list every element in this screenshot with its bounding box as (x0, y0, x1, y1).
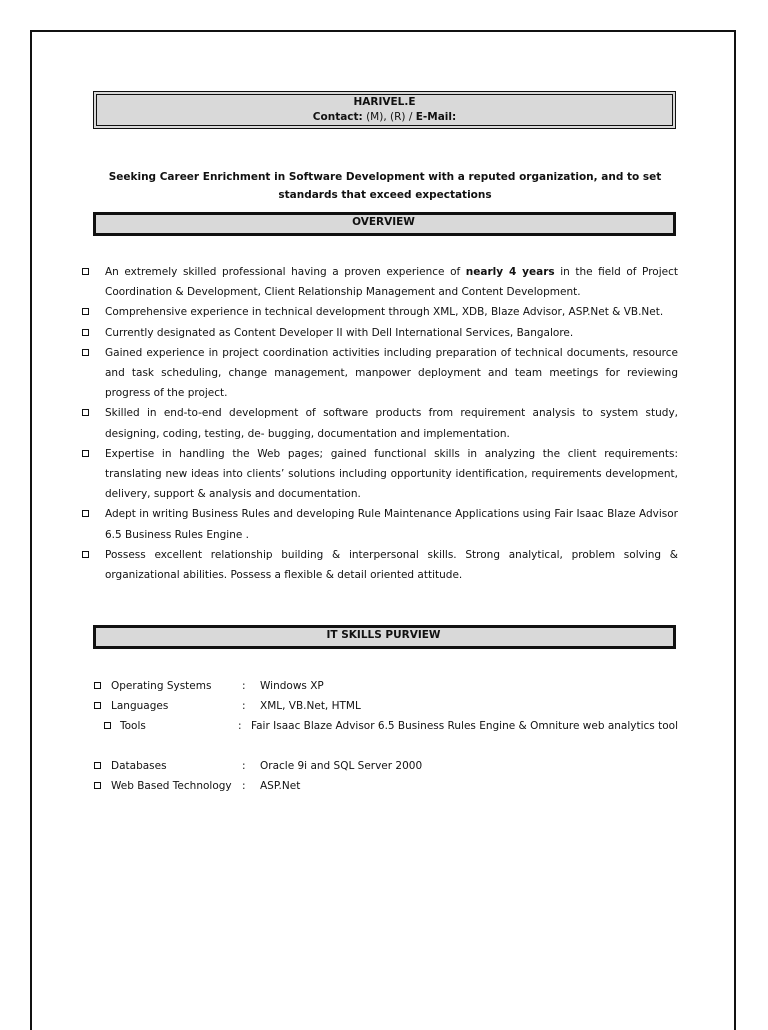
contact-line (94, 110, 675, 125)
skill-separator: : (242, 780, 246, 792)
skill-separator: : (242, 700, 246, 712)
list-item: Gained experience in project coordination activities including preparation of technical documents, resource and task scheduling, change management, manpower deployment and team meetings for reviewing progress of the project. (80, 343, 678, 404)
skill-row-web-based-technology (92, 776, 678, 796)
checkbox-bullet-icon (82, 329, 89, 336)
resume-header (93, 91, 676, 129)
career-objective: Seeking Career Enrichment in Software Development with a reputed organization, and to set standards that exceed expectations (108, 171, 662, 201)
list-item: An extremely skilled professional having a proven experience of nearly 4 years in the field of Project Coordination & Development, Client Relationship Management and Content Development. (80, 262, 678, 302)
list-item: Comprehensive experience in technical development through XML, XDB, Blaze Advisor, ASP.Net & VB.Net. (80, 302, 678, 322)
email-label: E-Mail: (415, 111, 457, 123)
checkbox-bullet-icon (82, 450, 89, 457)
checkbox-bullet-icon (104, 722, 111, 729)
skill-label: Web Based Technology (111, 780, 232, 792)
skill-value: Oracle 9i and SQL Server 2000 (260, 760, 423, 772)
skill-label: Databases (111, 760, 167, 772)
checkbox-bullet-icon (82, 551, 89, 558)
skill-value: XML, VB.Net, HTML (260, 700, 361, 712)
checkbox-bullet-icon (94, 702, 101, 709)
skill-value: Windows XP (260, 680, 324, 692)
list-item: Adept in writing Business Rules and developing Rule Maintenance Applications using Fair Isaac Blaze Advisor 6.5 Business Rules Engine . (80, 504, 678, 544)
skill-value: ASP.Net (260, 780, 301, 792)
section-title-overview: OVERVIEW (93, 212, 676, 236)
skill-label: Languages (111, 700, 169, 712)
checkbox-bullet-icon (94, 682, 101, 689)
skill-separator: : (238, 720, 242, 732)
list-item: Skilled in end-to-end development of software products from requirement analysis to system study, designing, coding, testing, de- bugging, documentation and implementation. (80, 403, 678, 443)
overview-list (80, 262, 678, 585)
checkbox-bullet-icon (94, 762, 101, 769)
contact-label: Contact: (312, 111, 363, 123)
skill-row-operating-systems (92, 676, 678, 696)
checkbox-bullet-icon (82, 268, 89, 275)
skill-value: Fair Isaac Blaze Advisor 6.5 Business Rules Engine & Omniture web analytics tool (251, 720, 678, 732)
checkbox-bullet-icon (82, 510, 89, 517)
checkbox-bullet-icon (82, 308, 89, 315)
skill-label: Tools (120, 720, 146, 732)
skill-label: Operating Systems (111, 680, 212, 692)
skill-row-databases (92, 756, 678, 776)
checkbox-bullet-icon (82, 349, 89, 356)
contact-value: (M), (R) / (362, 111, 416, 123)
skill-row-tools (92, 716, 678, 756)
skill-row-languages (92, 696, 678, 716)
list-item: Possess excellent relationship building & interpersonal skills. Strong analytical, problem solving & organizational abilities. Possess a flexible & detail oriented attitude. (80, 545, 678, 585)
candidate-name: HARIVEL.E (353, 96, 416, 108)
skill-separator: : (242, 760, 246, 772)
section-title-it-skills: IT SKILLS PURVIEW (93, 625, 676, 649)
list-item: Expertise in handling the Web pages; gained functional skills in analyzing the client requirements: translating new ideas into clients’ solutions including opportunity identification, requirements development, delivery, support & analysis and documentation. (80, 444, 678, 505)
checkbox-bullet-icon (82, 409, 89, 416)
skill-separator: : (242, 680, 246, 692)
it-skills-list (92, 676, 678, 796)
list-item: Currently designated as Content Developer II with Dell International Services, Bangalore. (80, 323, 678, 343)
checkbox-bullet-icon (94, 782, 101, 789)
